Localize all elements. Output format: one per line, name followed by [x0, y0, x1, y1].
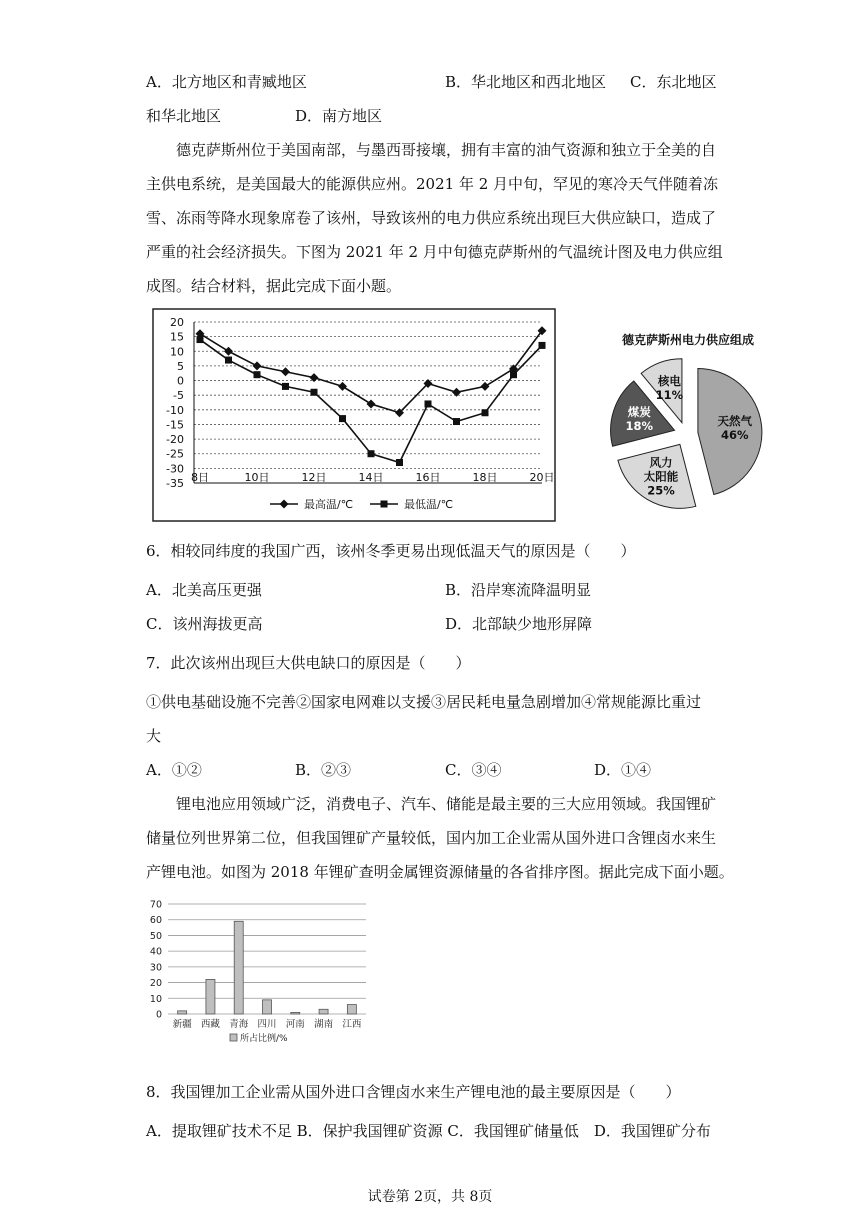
pie-slice-label: 天然气	[717, 413, 752, 428]
legend-label: 最低温/℃	[404, 498, 454, 511]
power-supply-pie-chart	[588, 322, 788, 522]
data-point-min	[311, 389, 318, 396]
data-point-min	[539, 342, 546, 349]
passage2-line: 锂电池应用领域广泛，消费电子、汽车、储能是最主要的三大应用领域。我国锂矿	[176, 795, 717, 813]
x-tick-label: 新疆	[172, 1019, 192, 1030]
y-tick-label: -25	[166, 447, 184, 461]
passage1-line: 德克萨斯州位于美国南部，与墨西哥接壤，拥有丰富的油气资源和独立于全美的自	[176, 141, 717, 159]
q8-options: A．提取锂矿技术不足 B．保护我国锂矿资源 C．我国锂矿储量低 D．我国锂矿分布	[146, 1122, 711, 1140]
bar	[206, 979, 215, 1014]
passage2-line: 储量位列世界第二位，但我国锂矿产量较低，国内加工企业需从国外进口含锂卤水来生	[146, 829, 717, 847]
data-point-min	[368, 450, 375, 457]
q8-stem: 8．我国锂加工企业需从国外进口含锂卤水来生产锂电池的最主要原因是（ ）	[146, 1083, 681, 1101]
q7-option-c: C．③④	[445, 761, 502, 779]
y-tick-label: 10	[149, 993, 162, 1005]
data-point-min	[282, 383, 289, 390]
y-tick-label: -20	[166, 433, 184, 447]
pie-slice-label: 18%	[625, 418, 654, 433]
q5-option-c: C．东北地区	[630, 73, 717, 91]
x-tick-label: 12日	[301, 471, 327, 484]
y-tick-label: 40	[149, 946, 162, 958]
q6-stem: 6．相较同纬度的我国广西，该州冬季更易出现低温天气的原因是（ ）	[146, 542, 636, 560]
chart-frame	[153, 309, 555, 521]
y-tick-label: 0	[177, 374, 184, 388]
q5-option-d: D．南方地区	[295, 107, 383, 125]
x-tick-label: 河南	[285, 1019, 305, 1030]
x-tick-label: 18日	[472, 471, 498, 484]
y-tick-label: 5	[177, 359, 184, 373]
data-point-min	[339, 415, 346, 422]
q7-stem: 7．此次该州出现巨大供电缺口的原因是（ ）	[146, 654, 471, 672]
x-tick-label: 四川	[257, 1019, 277, 1030]
passage1-line: 严重的社会经济损失。下图为 2021 年 2 月中旬德克萨斯州的气温统计图及电力供应组	[146, 243, 723, 261]
y-tick-label: 15	[170, 330, 184, 344]
data-point-min	[453, 418, 460, 425]
q5-option-a: A．北方地区和青臧地区	[146, 73, 307, 91]
bar	[263, 1000, 272, 1014]
legend-marker	[381, 501, 388, 508]
x-tick-label: 青海	[229, 1019, 249, 1030]
bar	[319, 1009, 328, 1014]
y-tick-label: 20	[170, 316, 184, 329]
temperature-line-chart	[152, 308, 556, 522]
q5-option-b: B．华北地区和西北地区	[445, 73, 607, 91]
y-tick-label: -15	[166, 418, 184, 432]
x-tick-label: 20日	[529, 471, 555, 484]
q7-option-d: D．①④	[594, 761, 652, 779]
passage1-line: 雪、冻雨等降水现象席卷了该州，导致该州的电力供应系统出现巨大供应缺口，造成了	[146, 209, 717, 227]
bar	[234, 921, 243, 1014]
y-tick-label: -5	[173, 389, 184, 403]
y-tick-label: 60	[149, 915, 162, 927]
q7-option-b: B．②③	[295, 761, 352, 779]
passage1-line: 主供电系统，是美国最大的能源供应州。2021 年 2 月中旬，罕见的寒冷天气伴随着冻	[146, 175, 719, 193]
q7-option-a: A．①②	[146, 761, 202, 779]
data-point-min	[254, 371, 261, 378]
y-tick-label: 70	[149, 899, 162, 911]
data-point-min	[510, 371, 517, 378]
q7-items: ①供电基础设施不完善②国家电网难以支援③居民耗电量急剧增加④常规能源比重过	[146, 693, 702, 711]
q6-option-a: A．北美高压更强	[146, 581, 262, 599]
q7-items-continued: 大	[146, 727, 162, 745]
legend-swatch	[230, 1034, 237, 1041]
y-tick-label: 10	[170, 345, 184, 359]
x-tick-label: 14日	[358, 471, 384, 484]
pie-slice-label: 核电	[657, 373, 681, 388]
legend-label: 最高温/℃	[304, 498, 354, 511]
bar	[291, 1012, 300, 1014]
x-tick-label: 西藏	[200, 1019, 220, 1030]
x-tick-label: 湖南	[314, 1019, 334, 1030]
data-point-min	[396, 459, 403, 466]
q6-option-b: B．沿岸寒流降温明显	[445, 581, 592, 599]
pie-slice-label: 25%	[647, 483, 675, 498]
pie-slice-label: 风力	[649, 455, 673, 470]
bar	[347, 1005, 356, 1014]
pie-title: 德克萨斯州电力供应组成	[621, 333, 755, 347]
x-tick-label: 10日	[244, 471, 270, 484]
y-tick-label: 50	[149, 930, 162, 942]
y-tick-label: 0	[155, 1009, 162, 1021]
bar	[178, 1011, 187, 1014]
passage2-line: 产锂电池。如图为 2018 年锂矿查明金属锂资源储量的各省排序图。据此完成下面小题。	[146, 863, 734, 881]
data-point-min	[425, 400, 432, 407]
legend-label: 所占比例/%	[240, 1034, 288, 1044]
x-tick-label: 江西	[342, 1019, 362, 1030]
data-point-min	[482, 409, 489, 416]
y-tick-label: 20	[149, 978, 162, 990]
q5-option-c-continued: 和华北地区	[146, 107, 222, 125]
y-tick-label: 30	[149, 962, 162, 974]
y-tick-label: -10	[166, 403, 184, 417]
x-tick-label: 8日	[191, 471, 209, 484]
pie-slice-label: 46%	[720, 427, 749, 442]
lithium-reserves-bar-chart	[140, 896, 380, 1052]
pie-slice-label: 煤炭	[627, 404, 651, 419]
q6-option-c: C．该州海拔更高	[146, 615, 263, 633]
q6-option-d: D．北部缺少地形屏障	[445, 615, 593, 633]
x-tick-label: 16日	[415, 471, 441, 484]
data-point-min	[197, 336, 204, 343]
pie-slice-label: 11%	[655, 387, 684, 402]
pie-slice-label: 太阳能	[643, 469, 679, 484]
y-tick-label: -30	[166, 462, 184, 476]
data-point-min	[225, 357, 232, 364]
passage1-line: 成图。结合材料，据此完成下面小题。	[146, 277, 402, 295]
page-footer: 试卷第 2页，共 8页	[367, 1189, 493, 1205]
y-tick-label: -35	[166, 477, 184, 490]
